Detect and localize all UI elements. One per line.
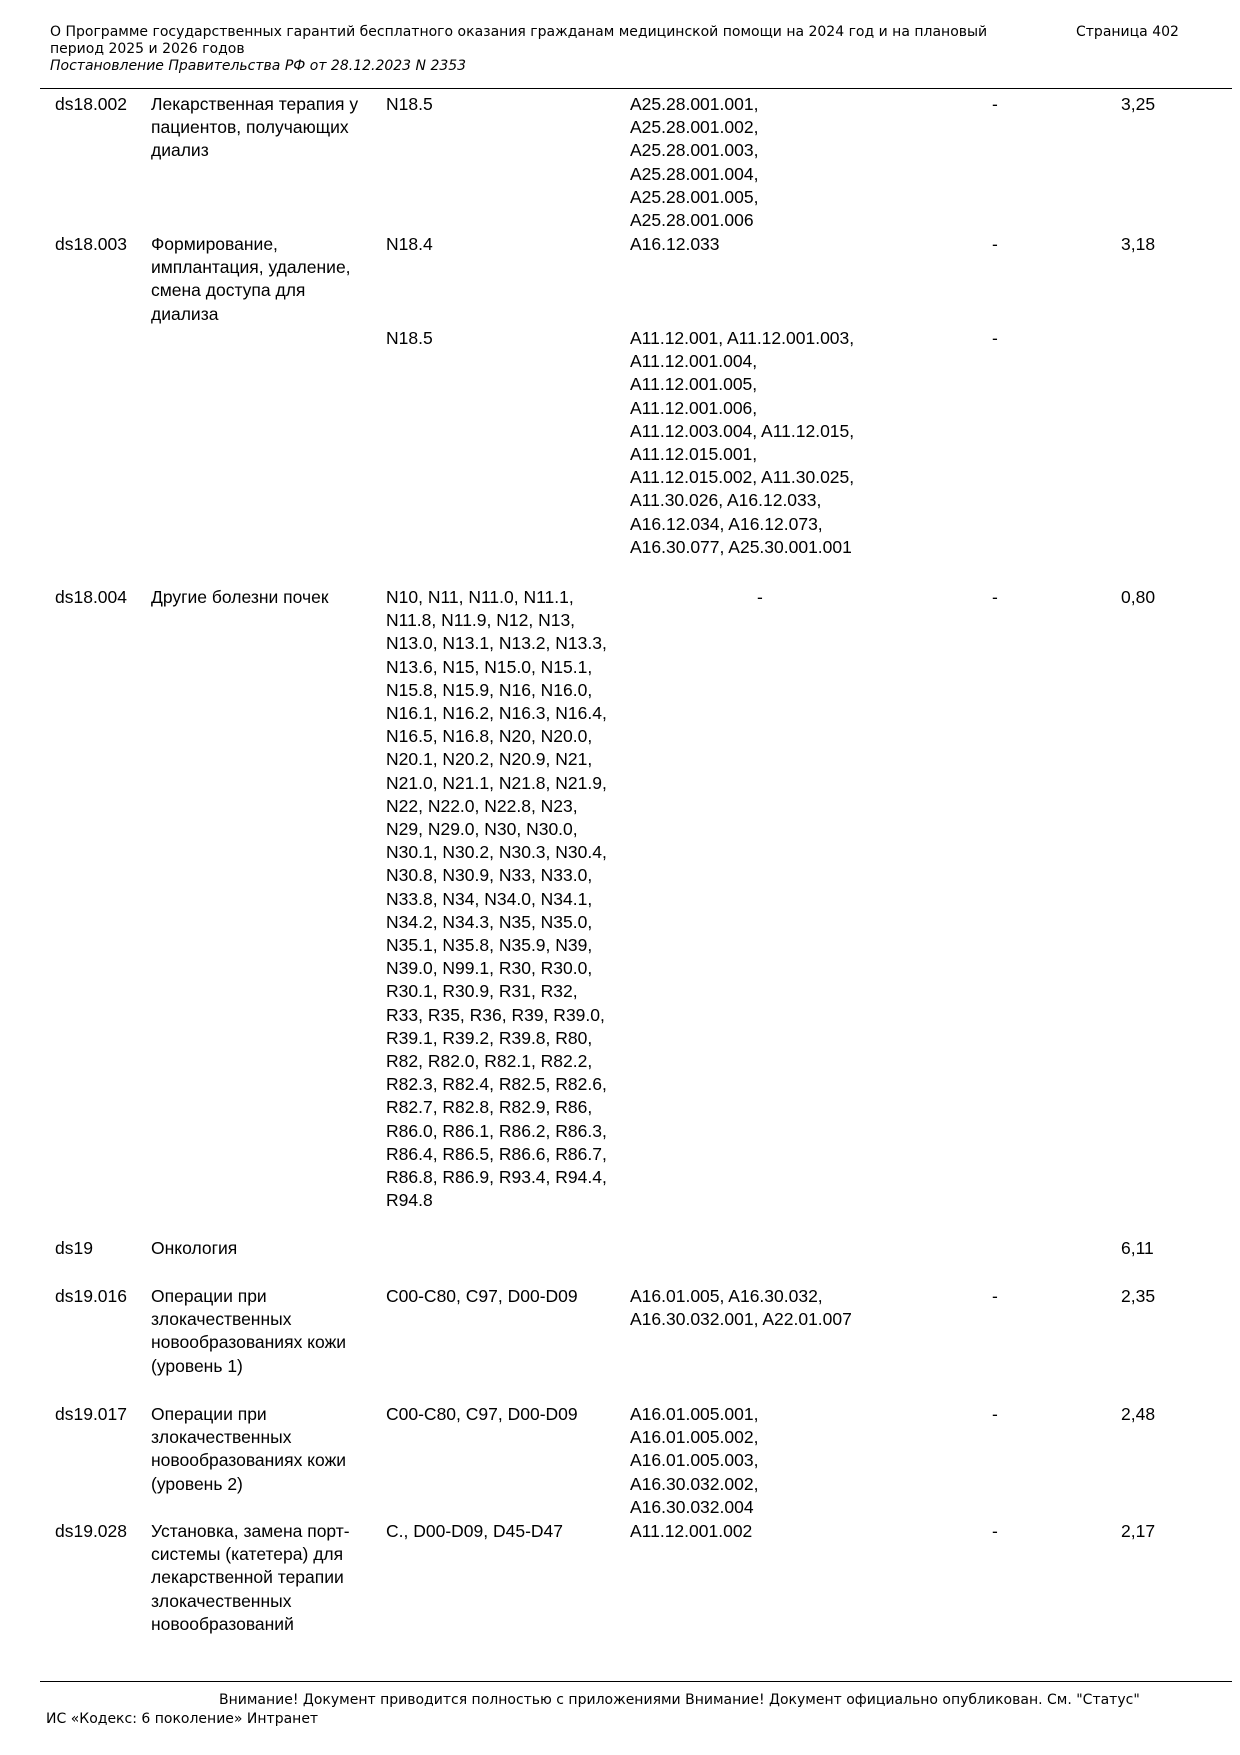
row-diagnosis-line: R86.8, R86.9, R93.4, R94.4, xyxy=(386,1167,607,1187)
row-service-dash: - xyxy=(757,587,763,607)
row-name-line: Формирование, xyxy=(151,234,278,254)
row-diagnosis-line: N39.0, N99.1, R30, R30.0, xyxy=(386,958,593,979)
row-service-line: A16.12.033 xyxy=(630,234,720,254)
row-coefficient: 0,80 xyxy=(1121,587,1156,607)
row-extra-criterion: - xyxy=(992,1404,998,1424)
header-title-line2: период 2025 и 2026 годов xyxy=(50,41,245,57)
row-name-line: Другие болезни почек xyxy=(151,587,329,607)
row-diagnosis-line: R82, R82.0, R82.1, R82.2, xyxy=(386,1051,593,1071)
row-coefficient: 2,17 xyxy=(1121,1521,1156,1541)
header-divider xyxy=(40,88,1232,89)
row-extra-criterion: - xyxy=(992,1286,998,1306)
row-diagnosis-line: N33.8, N34, N34.0, N34.1, xyxy=(386,888,593,909)
row-service-line: A16.30.032.004 xyxy=(630,1496,754,1517)
row-name-line: Лекарственная терапия у xyxy=(151,94,359,114)
row-diagnosis-line: R39.1, R39.2, R39.8, R80, xyxy=(386,1027,593,1048)
row-coefficient: 2,48 xyxy=(1121,1404,1156,1424)
footer-divider xyxy=(40,1681,1232,1682)
row-coefficient: 6,11 xyxy=(1121,1238,1154,1258)
row-diagnosis-line: R82.3, R82.4, R82.5, R82.6, xyxy=(386,1074,607,1095)
header-title-line1: О Программе государственных гарантий бесплатного оказания гражданам медицинской помощи на 2024 год и на плановый xyxy=(50,24,988,40)
row-service-line: A25.28.001.001, xyxy=(630,94,759,114)
row-service-line: A11.12.015.001, xyxy=(630,444,758,464)
row-name-line: злокачественных xyxy=(151,1427,292,1448)
row-diagnosis-line: N16.5, N16.8, N20, N20.0, xyxy=(386,726,593,747)
row-service-line: A16.30.032.002, xyxy=(630,1473,759,1494)
row-diagnosis-line: N11.8, N11.9, N12, N13, xyxy=(386,610,576,631)
row-name-line: (уровень 2) xyxy=(151,1473,243,1494)
row-service-line: A11.12.003.004, A11.12.015, xyxy=(630,420,855,441)
row-name-line: диализа xyxy=(151,303,219,324)
row-diagnosis-line: R86.0, R86.1, R86.2, R86.3, xyxy=(386,1120,607,1141)
row-service-line: A25.28.001.003, xyxy=(630,140,759,161)
row-diagnosis-line: N22, N22.0, N22.8, N23, xyxy=(386,795,578,816)
row-name-line: (уровень 1) xyxy=(151,1355,243,1376)
row-diagnosis-line: N20.1, N20.2, N20.9, N21, xyxy=(386,749,593,770)
footer-system: ИС «Кодекс: 6 поколение» Интранет xyxy=(46,1711,319,1727)
row-extra-criterion: - xyxy=(992,94,998,114)
row-service-line: A25.28.001.002, xyxy=(630,117,759,138)
row-diagnosis-line: N18.4 xyxy=(386,234,433,254)
row-service-line: A11.12.001.005, xyxy=(630,374,758,395)
row-extra-criterion: - xyxy=(992,328,998,348)
row-name-line: злокачественных xyxy=(151,1590,292,1611)
row-name-line: лекарственной терапии xyxy=(151,1567,344,1588)
row-diagnosis-line: N18.5 xyxy=(386,328,433,348)
row-diagnosis-line: N29, N29.0, N30, N30.0, xyxy=(386,819,578,839)
row-name-line: смена доступа для xyxy=(151,280,306,301)
row-name-line: новообразованиях кожи xyxy=(151,1332,347,1353)
row-code: ds19 xyxy=(55,1238,93,1258)
row-coefficient: 3,18 xyxy=(1121,234,1156,254)
row-diagnosis-line: R82.7, R82.8, R82.9, R86, xyxy=(386,1097,593,1118)
row-service-line: A11.30.026, A16.12.033, xyxy=(630,490,822,511)
row-diagnosis-line: N18.5 xyxy=(386,94,433,114)
row-diagnosis-line: C00-C80, C97, D00-D09 xyxy=(386,1286,578,1306)
row-diagnosis-line: R94.8 xyxy=(386,1190,433,1211)
row-service-line: A11.12.001.002 xyxy=(630,1521,753,1541)
row-service-line: A11.12.001.004, xyxy=(630,351,758,372)
row-diagnosis-line: C., D00-D09, D45-D47 xyxy=(386,1521,564,1541)
row-diagnosis-line: N13.6, N15, N15.0, N15.1, xyxy=(386,656,593,677)
row-service-line: A16.01.005, A16.30.032, xyxy=(630,1286,823,1306)
row-diagnosis-line: N15.8, N15.9, N16, N16.0, xyxy=(386,679,593,700)
row-extra-criterion: - xyxy=(992,1521,998,1541)
row-name-line: системы (катетера) для xyxy=(151,1544,344,1565)
row-diagnosis-line: N13.0, N13.1, N13.2, N13.3, xyxy=(386,633,607,654)
header-title-block xyxy=(50,24,1040,75)
row-service-line: A16.12.034, A16.12.073, xyxy=(630,513,823,534)
row-name-line: Операции при xyxy=(151,1404,267,1424)
row-extra-criterion: - xyxy=(992,587,998,607)
row-name-line: Операции при xyxy=(151,1286,267,1306)
row-service-line: A25.28.001.006 xyxy=(630,210,754,230)
row-name-line: Онкология xyxy=(151,1238,238,1258)
row-coefficient: 2,35 xyxy=(1121,1286,1156,1306)
row-name-line: имплантация, удаление, xyxy=(151,257,351,278)
row-coefficient: 3,25 xyxy=(1121,94,1156,114)
header-subtitle: Постановление Правительства РФ от 28.12.2023 N 2353 xyxy=(50,58,467,74)
row-name-line: пациентов, получающих xyxy=(151,117,349,138)
row-service-line: A16.30.032.001, A22.01.007 xyxy=(630,1309,852,1330)
row-service-line: A25.28.001.005, xyxy=(630,186,759,207)
row-name-line: диализ xyxy=(151,140,209,161)
row-service-line: A11.12.001.006, xyxy=(630,397,758,418)
row-diagnosis-line: R86.4, R86.5, R86.6, R86.7, xyxy=(386,1143,607,1164)
row-service-line: A16.01.005.002, xyxy=(630,1427,759,1448)
row-diagnosis-line: N35.1, N35.8, N35.9, N39, xyxy=(386,935,593,955)
row-code: ds18.004 xyxy=(55,587,128,607)
row-name-line: новообразованиях кожи xyxy=(151,1450,347,1471)
row-diagnosis-line: R33, R35, R36, R39, R39.0, xyxy=(386,1004,605,1025)
row-code: ds19.017 xyxy=(55,1404,128,1424)
row-diagnosis-line: C00-C80, C97, D00-D09 xyxy=(386,1404,578,1424)
row-diagnosis-line: N21.0, N21.1, N21.8, N21.9, xyxy=(386,772,607,793)
row-diagnosis-line: N30.1, N30.2, N30.3, N30.4, xyxy=(386,842,607,863)
row-diagnosis-line: N30.8, N30.9, N33, N33.0, xyxy=(386,865,593,886)
row-code: ds19.028 xyxy=(55,1521,128,1541)
row-service-line: A16.01.005.003, xyxy=(630,1450,759,1471)
row-service-line: A11.12.001, A11.12.001.003, xyxy=(630,328,855,348)
row-diagnosis-line: N34.2, N34.3, N35, N35.0, xyxy=(386,911,593,932)
row-diagnosis-line: R30.1, R30.9, R31, R32, xyxy=(386,981,578,1002)
row-name-line: Установка, замена порт- xyxy=(151,1521,350,1541)
row-service-line: A11.12.015.002, A11.30.025, xyxy=(630,467,855,488)
row-name-line: новообразований xyxy=(151,1613,294,1634)
row-diagnosis-line: N16.1, N16.2, N16.3, N16.4, xyxy=(386,703,607,723)
row-extra-criterion: - xyxy=(992,234,998,254)
row-service-line: A16.01.005.001, xyxy=(630,1404,759,1424)
footer-notice: Внимание! Документ приводится полностью с приложениями Внимание! Документ официально опубликован. См. "Статус" xyxy=(219,1692,1140,1708)
page-number: Страница 402 xyxy=(1076,24,1179,40)
row-service-line: A25.28.001.004, xyxy=(630,163,759,184)
row-service-line: A16.30.077, A25.30.001.001 xyxy=(630,536,852,557)
row-code: ds19.016 xyxy=(55,1286,128,1306)
row-name-line: злокачественных xyxy=(151,1309,292,1330)
row-diagnosis-line: N10, N11, N11.0, N11.1, xyxy=(386,587,574,607)
row-code: ds18.002 xyxy=(55,94,128,114)
row-code: ds18.003 xyxy=(55,234,128,254)
